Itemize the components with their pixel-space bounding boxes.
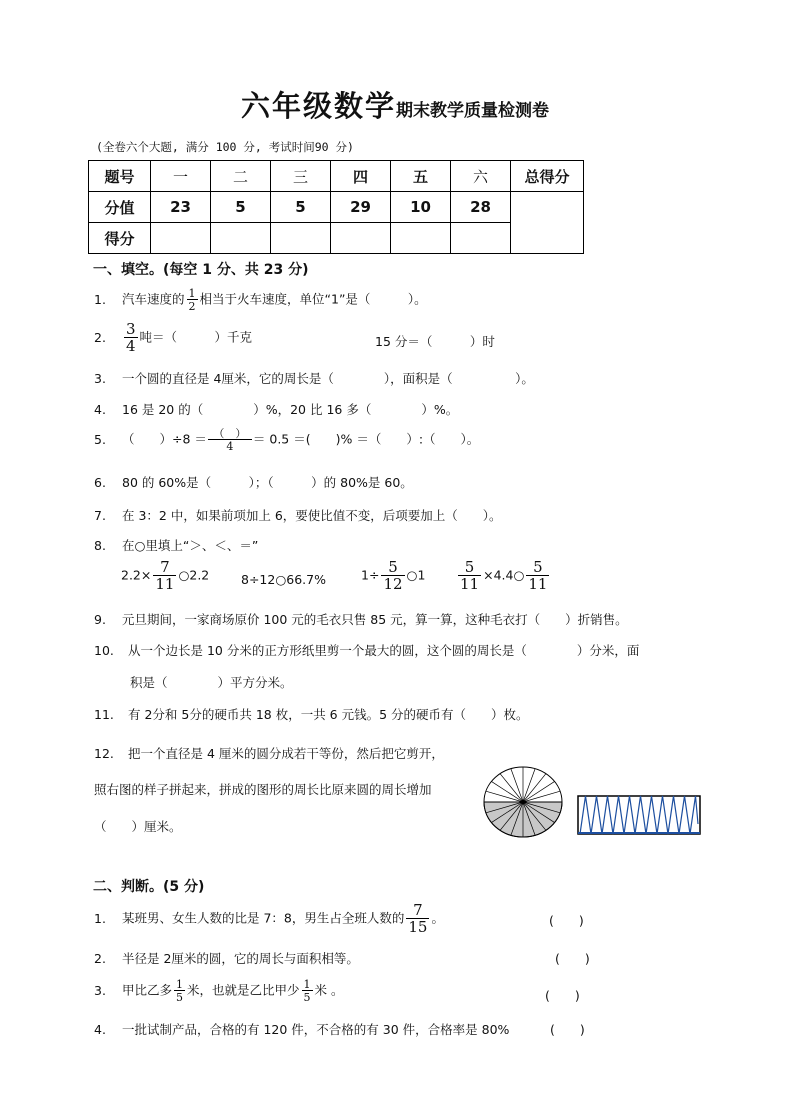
- question-1-12: 12. 把一个直径是 4 厘米的圆分成若干等份，然后把它剪开，: [94, 746, 444, 761]
- table-cell: 一: [151, 161, 211, 192]
- score-cell[interactable]: [151, 223, 211, 254]
- rearranged-rectangle-figure: [576, 794, 702, 836]
- question-1-2b: 15 分＝（ ）时: [375, 334, 495, 349]
- fraction: $\frac{1}{5}$: [176, 978, 184, 1004]
- total-score-cell[interactable]: [511, 192, 584, 254]
- fraction: $\frac{5}{11}$: [460, 558, 480, 593]
- question-1-2: 2. $\frac{3}{4}$ 吨＝（ ）千克: [94, 320, 253, 355]
- compare-expr-4: $\frac{5}{11}$ ×4.4○ $\frac{5}{11}$: [460, 558, 548, 593]
- fraction: $\frac{3}{4}$: [126, 320, 136, 355]
- table-cell: 得分: [89, 223, 151, 254]
- question-1-12-line3: （ ）厘米。: [94, 819, 182, 834]
- question-1-9: 9. 元旦期间，一家商场原价 100 元的毛衣只售 85 元，算一算，这种毛衣打（ ）折销售。: [94, 612, 628, 627]
- question-1-10-cont: 积是（ ）平方分米。: [130, 675, 293, 690]
- compare-expr-3: 1÷ $\frac{5}{12}$ ○1: [361, 558, 426, 593]
- question-1-10: 10. 从一个边长是 10 分米的正方形纸里剪一个最大的圆，这个圆的周长是（ ）分米，面: [94, 643, 640, 658]
- section1-title: 一、填空。(每空 1 分、共 23 分): [93, 262, 309, 278]
- answer-paren[interactable]: ( ): [550, 1022, 585, 1037]
- table-cell: 题号: [89, 161, 151, 192]
- question-2-4: 4. 一批试制产品，合格的有 120 件，不合格的有 30 件，合格率是 80%: [94, 1022, 510, 1037]
- table-cell: 六: [451, 161, 511, 192]
- sector-circle-figure: [482, 764, 564, 840]
- fraction: $\frac{( )}{4}$: [209, 428, 251, 452]
- question-1-5: 5. （ ）÷8 ＝ $\frac{( )}{4}$ ＝ 0.5 ＝( )% ＝（ ）:（ ）。: [94, 427, 480, 453]
- table-row: [89, 161, 584, 192]
- answer-paren[interactable]: ( ): [545, 988, 580, 1003]
- table-row: [89, 223, 584, 254]
- question-2-3: 3. 甲比乙多 $\frac{1}{5}$ 米，也就是乙比甲少 $\frac{1}{5}$ 米 。: [94, 978, 344, 1004]
- table-cell: 10: [391, 192, 451, 223]
- question-1-11: 11. 有 2分和 5分的硬币共 18 枚，一共 6 元钱。5 分的硬币有（ ）枚。: [94, 707, 529, 722]
- score-cell[interactable]: [391, 223, 451, 254]
- question-1-1: 1. 汽车速度的 $\frac{1}{2}$ 相当于火车速度，单位“1”是（ ）。: [94, 287, 427, 313]
- question-1-6: 6. 80 的 60%是（ ）；（ ）的 80%是 60。: [94, 475, 413, 490]
- table-cell: 分值: [89, 192, 151, 223]
- fraction: $\frac{1}{5}$: [303, 978, 311, 1004]
- question-1-7: 7. 在 3：2 中，如果前项加上 6，要使比值不变，后项要加上（ ）。: [94, 508, 502, 523]
- score-cell[interactable]: [211, 223, 271, 254]
- table-cell: 5: [271, 192, 331, 223]
- score-cell[interactable]: [451, 223, 511, 254]
- score-cell[interactable]: [331, 223, 391, 254]
- title-sub: 期末教学质量检测卷: [396, 101, 549, 121]
- table-cell: 总得分: [511, 161, 584, 192]
- page-title: [0, 84, 790, 125]
- table-cell: 29: [331, 192, 391, 223]
- table-cell: 四: [331, 161, 391, 192]
- compare-expr-2: 8÷12○66.7%: [241, 572, 326, 587]
- fraction: $\frac{5}{11}$: [528, 558, 548, 593]
- question-1-4: 4. 16 是 20 的（ ）%，20 比 16 多（ ）%。: [94, 402, 459, 417]
- fraction: $\frac{1}{2}$: [188, 287, 196, 313]
- score-cell[interactable]: [271, 223, 331, 254]
- answer-paren[interactable]: ( ): [549, 913, 584, 928]
- table-cell: 23: [151, 192, 211, 223]
- fraction: $\frac{7}{15}$: [408, 901, 428, 936]
- table-cell: 五: [391, 161, 451, 192]
- question-2-2: 2. 半径是 2厘米的圆，它的周长与面积相等。: [94, 951, 359, 966]
- table-cell: 5: [211, 192, 271, 223]
- table-cell: 二: [211, 161, 271, 192]
- compare-expr-1: 2.2× $\frac{7}{11}$ ○2.2: [121, 558, 210, 593]
- fraction: $\frac{5}{12}$: [383, 558, 403, 593]
- fraction: $\frac{7}{11}$: [155, 558, 175, 593]
- title-main: 六年级数学: [240, 89, 396, 123]
- answer-paren[interactable]: ( ): [555, 951, 590, 966]
- score-table: [88, 160, 584, 254]
- question-1-8: 8. 在○里填上“＞、＜、＝”: [94, 538, 259, 553]
- section2-title: 二、判断。(5 分): [93, 879, 205, 895]
- question-2-1: 1. 某班男、女生人数的比是 7：8，男生占全班人数的 $\frac{7}{15}$ 。: [94, 901, 444, 936]
- circle-center: [521, 800, 525, 804]
- question-1-12-line2: 照右图的样子拼起来，拼成的图形的周长比原来圆的周长增加: [94, 782, 432, 797]
- table-row: [89, 192, 584, 223]
- table-cell: 三: [271, 161, 331, 192]
- question-1-3: 3. 一个圆的直径是 4厘米，它的周长是（ ），面积是（ ）。: [94, 371, 534, 386]
- exam-note: (全卷六个大题, 满分 100 分, 考试时间90 分): [96, 140, 354, 154]
- table-cell: 28: [451, 192, 511, 223]
